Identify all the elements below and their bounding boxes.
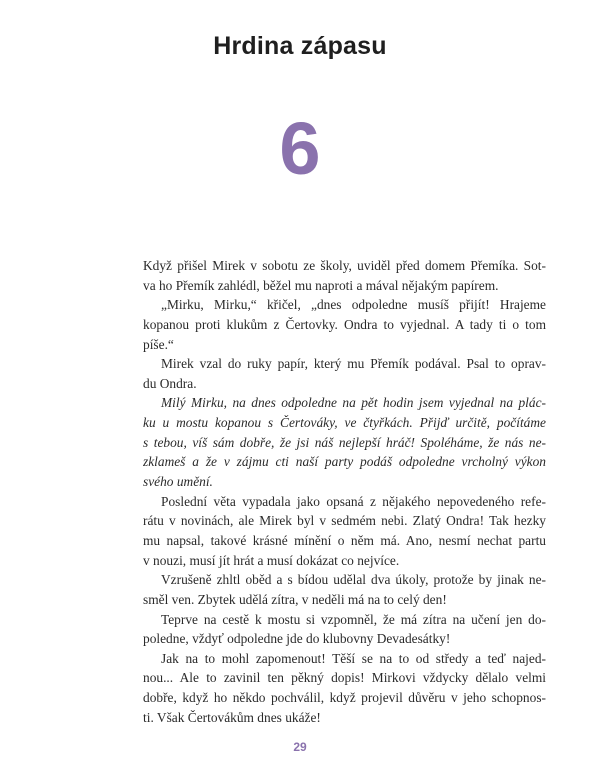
text-line: Když přišel Mirek v sobotu ze školy, uviděl před domem Přemíka. Sot- [143,258,546,273]
text-line: ku u mostu kopanou s Čertováky, ve čtyřkách. Přijď určitě, počítáme [143,415,546,431]
text-line: rátu v novinách, ale Mirek byl v sedmém nebi. Zlatý Ondra! Tak hezky [143,513,546,529]
text-line: Mirek vzal do ruky papír, který mu Přemík podával. Psal to oprav- [161,356,546,372]
body-text [143,256,546,727]
text-line: Poslední věta vypadala jako opsaná z nějakého nepovedeného refe- [161,493,546,509]
text-line: nou... Ale to zavinil ten pěkný dopis! Mirkovi vždycky dělalo velmi [143,670,546,686]
text-line: va ho Přemík zahlédl, běžel mu naproti a mával nějakým papírem. [143,277,499,293]
text-line: s tebou, víš sám dobře, že jsi náš nejlepší hráč! Spoléháme, že nás ne- [143,434,546,450]
text-line: svého umění. [143,474,213,490]
text-line: Milý Mirku, na dnes odpoledne na pět hodin jsem vyjednal na plác- [161,395,546,411]
text-line: mu napsal, takové krásné mínění o něm má. Ano, nesmí nechat partu [143,532,546,548]
text-line: Vzrušeně zhltl oběd a s bídou udělal dva úkoly, protože by jinak ne- [161,572,546,588]
text-line: Jak na to mohl zapomenout! Těší se na to od středy a teď najed- [161,650,546,666]
text-line: v nouzi, musí jít hrát a musí dokázat co nejvíce. [143,552,400,568]
text-line: dobře, když ho někdo pochválil, když projevil důvěru v jeho schopnos- [143,690,546,706]
text-line: poledne, vždyť odpoledne jde do klubovny Devadesátky! [143,631,451,647]
text-line: směl ven. Zbytek udělá zítra, v neděli má na to celý den! [143,591,447,607]
text-line: píše.“ [143,336,174,352]
chapter-number: 6 [279,107,321,190]
page-number: 29 [293,740,307,754]
text-line: „Mirku, Mirku,“ křičel, „dnes odpoledne musíš přijít! Hrajeme [161,297,546,313]
text-line: du Ondra. [143,375,197,391]
text-line: ti. Však Čertovákům dnes ukáže! [143,709,321,725]
text-line: kopanou proti klukům z Čertovky. Ondra to vyjednal. A tady ti o tom [143,316,546,332]
text-line: Teprve na cestě k mostu si vzpomněl, že má zítra na učení jen do- [161,611,546,627]
chapter-title: Hrdina zápasu [213,32,387,60]
text-line: zklameš a že v zájmu cti naší party podáš odpoledne vrcholný výkon [143,454,546,470]
